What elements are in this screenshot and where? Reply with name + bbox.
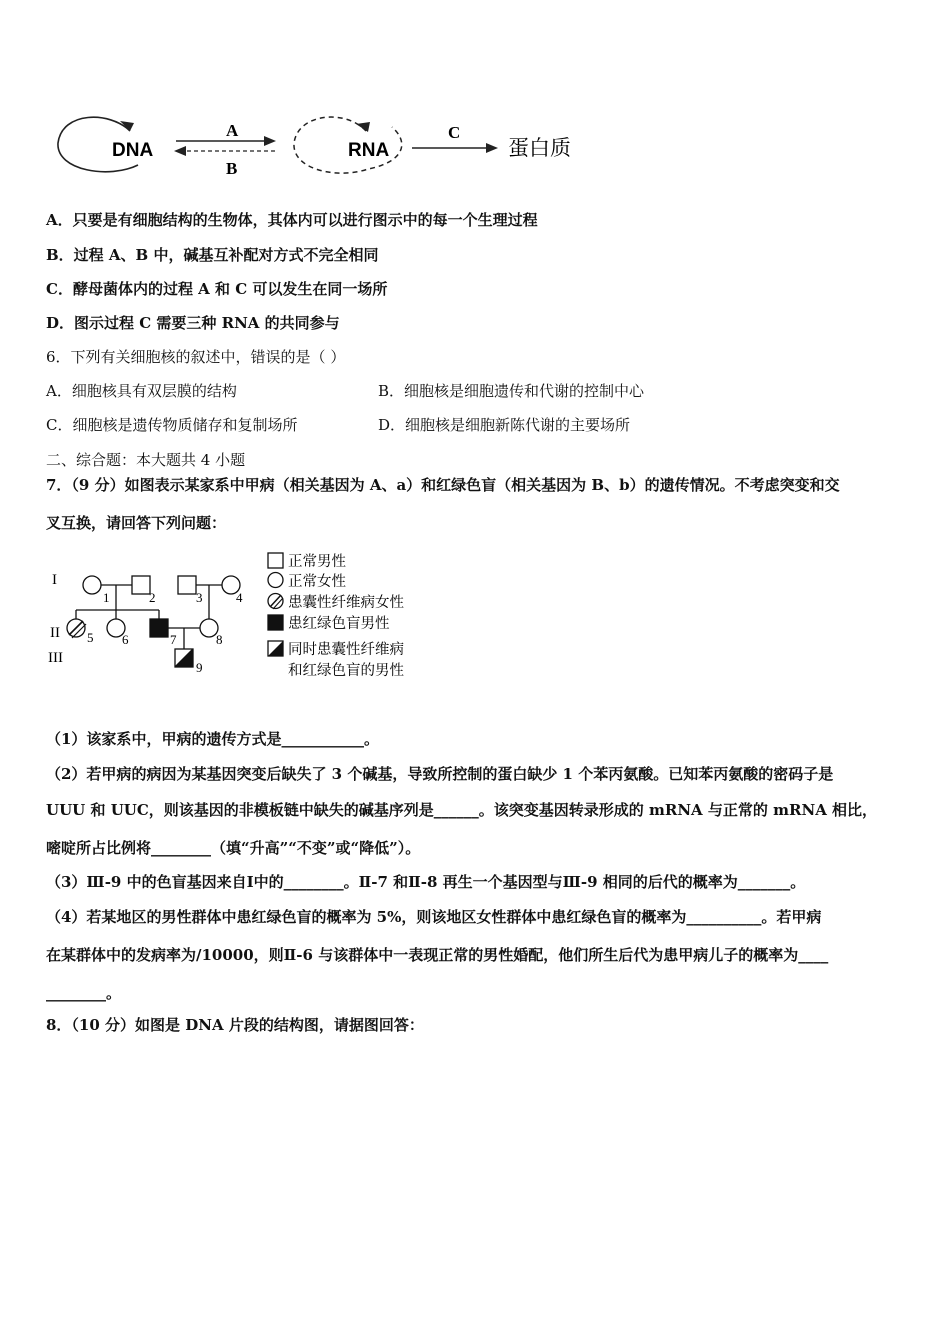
label-9: 9 [196, 660, 203, 675]
q7-part4-line1: （4）若某地区的男性群体中患红绿色盲的概率为 5%，则该地区女性群体中患红绿色盲的概率为__________。若甲病 [46, 908, 822, 926]
legend-normal-male-symbol [268, 553, 283, 568]
q5-option-b: B．过程 A、B 中，碱基互补配对方式不完全相同 [46, 246, 379, 264]
label-2: 2 [149, 590, 156, 605]
q7-part1: （1）该家系中，甲病的遗传方式是___________。 [46, 730, 379, 748]
arrow-a-head [264, 136, 276, 146]
legend-normal-female-symbol [268, 573, 283, 588]
q6-stem: 6．下列有关细胞核的叙述中，错误的是（ ） [46, 348, 346, 366]
arrow-a-label: A [226, 121, 239, 140]
label-4: 4 [236, 590, 243, 605]
rna-label: RNA [348, 140, 390, 161]
legend-normal-female: 正常女性 [288, 574, 346, 590]
arrow-b-label: B [226, 159, 238, 178]
q8-stem: 8．（10 分）如图是 DNA 片段的结构图，请据图回答： [46, 1016, 424, 1034]
generation-ii-label: II [50, 625, 60, 641]
arrow-c-head [486, 143, 498, 153]
label-3: 3 [196, 590, 203, 605]
label-7: 7 [170, 632, 177, 647]
q6-option-a: A．细胞核具有双层膜的结构 [46, 382, 237, 400]
label-8: 8 [216, 632, 223, 647]
section-heading: 二、综合题：本大题共 4 小题 [46, 451, 246, 469]
q7-part4-line2: 在某群体中的发病率为/10000，则Ⅱ-6 与该群体中一表现正常的男性婚配，他们所生后代为患甲病儿子的概率为____ [46, 946, 829, 964]
q7-stem-line1: 7．（9 分）如图表示某家系中甲病（相关基因为 A、a）和红绿色盲（相关基因为 B、b）的遗传情况。不考虑突变和交 [46, 476, 840, 494]
individual-i-3 [178, 576, 196, 594]
legend-normal-male: 正常男性 [288, 554, 346, 570]
label-6: 6 [122, 632, 129, 647]
pedigree-chart [46, 548, 436, 688]
dna-label: DNA [112, 140, 154, 161]
q5-option-a: A．只要是有细胞结构的生物体，其体内可以进行图示中的每一个生理过程 [46, 211, 538, 229]
arrow-c-label: C [448, 123, 461, 142]
q7-part2-line3: 嘧啶所占比例将________（填“升高”“不变”或“降低”）。 [46, 839, 421, 857]
legend-both-male-line2: 和红绿色盲的男性 [288, 663, 404, 679]
legend-colorblind-male-symbol [268, 615, 283, 630]
legend-cf-female: 患囊性纤维病女性 [288, 595, 404, 611]
individual-ii-7 [150, 619, 168, 637]
label-5: 5 [87, 630, 94, 645]
label-1: 1 [103, 590, 110, 605]
individual-i-2 [132, 576, 150, 594]
protein-label: 蛋白质 [508, 136, 571, 160]
q7-part3: （3）Ⅲ-9 中的色盲基因来自Ⅰ中的________。Ⅱ-7 和Ⅱ-8 再生一个基因型与Ⅲ-9 相同的后代的概率为_______。 [46, 873, 806, 891]
q7-part2-line2: UUU 和 UUC，则该基因的非模板链中缺失的碱基序列是______。该突变基因转录形成的 mRNA 与正常的 mRNA 相比， [46, 801, 878, 819]
q7-part4-line3: ________。 [46, 984, 122, 1002]
arrow-b-head [174, 146, 186, 156]
q6-option-b: B．细胞核是细胞遗传和代谢的控制中心 [378, 382, 645, 400]
pedigree-figure [46, 548, 436, 688]
q7-stem-line2: 叉互换，请回答下列问题： [46, 514, 227, 532]
central-dogma-figure [50, 105, 610, 185]
q5-option-c: C．酵母菌体内的过程 A 和 C 可以发生在同一场所 [46, 280, 388, 298]
dna-replication-arrowhead [120, 121, 134, 131]
q5-option-d: D．图示过程 C 需要三种 RNA 的共同参与 [46, 314, 340, 332]
legend-colorblind-male: 患红绿色盲男性 [288, 616, 390, 632]
generation-i-label: I [52, 572, 57, 588]
q6-option-c: C．细胞核是遗传物质储存和复制场所 [46, 416, 298, 434]
rna-replication-arrowhead [356, 122, 370, 132]
legend-both-male-line1: 同时患囊性纤维病 [288, 642, 404, 658]
individual-i-1 [83, 576, 101, 594]
central-dogma-diagram [50, 105, 610, 185]
q7-part2-line1: （2）若甲病的病因为某基因突变后缺失了 3 个碱基，导致所控制的蛋白缺少 1 个苯丙氨酸。已知苯丙氨酸的密码子是 [46, 765, 834, 783]
q6-option-d: D．细胞核是细胞新陈代谢的主要场所 [378, 416, 631, 434]
generation-iii-label: III [48, 650, 63, 666]
